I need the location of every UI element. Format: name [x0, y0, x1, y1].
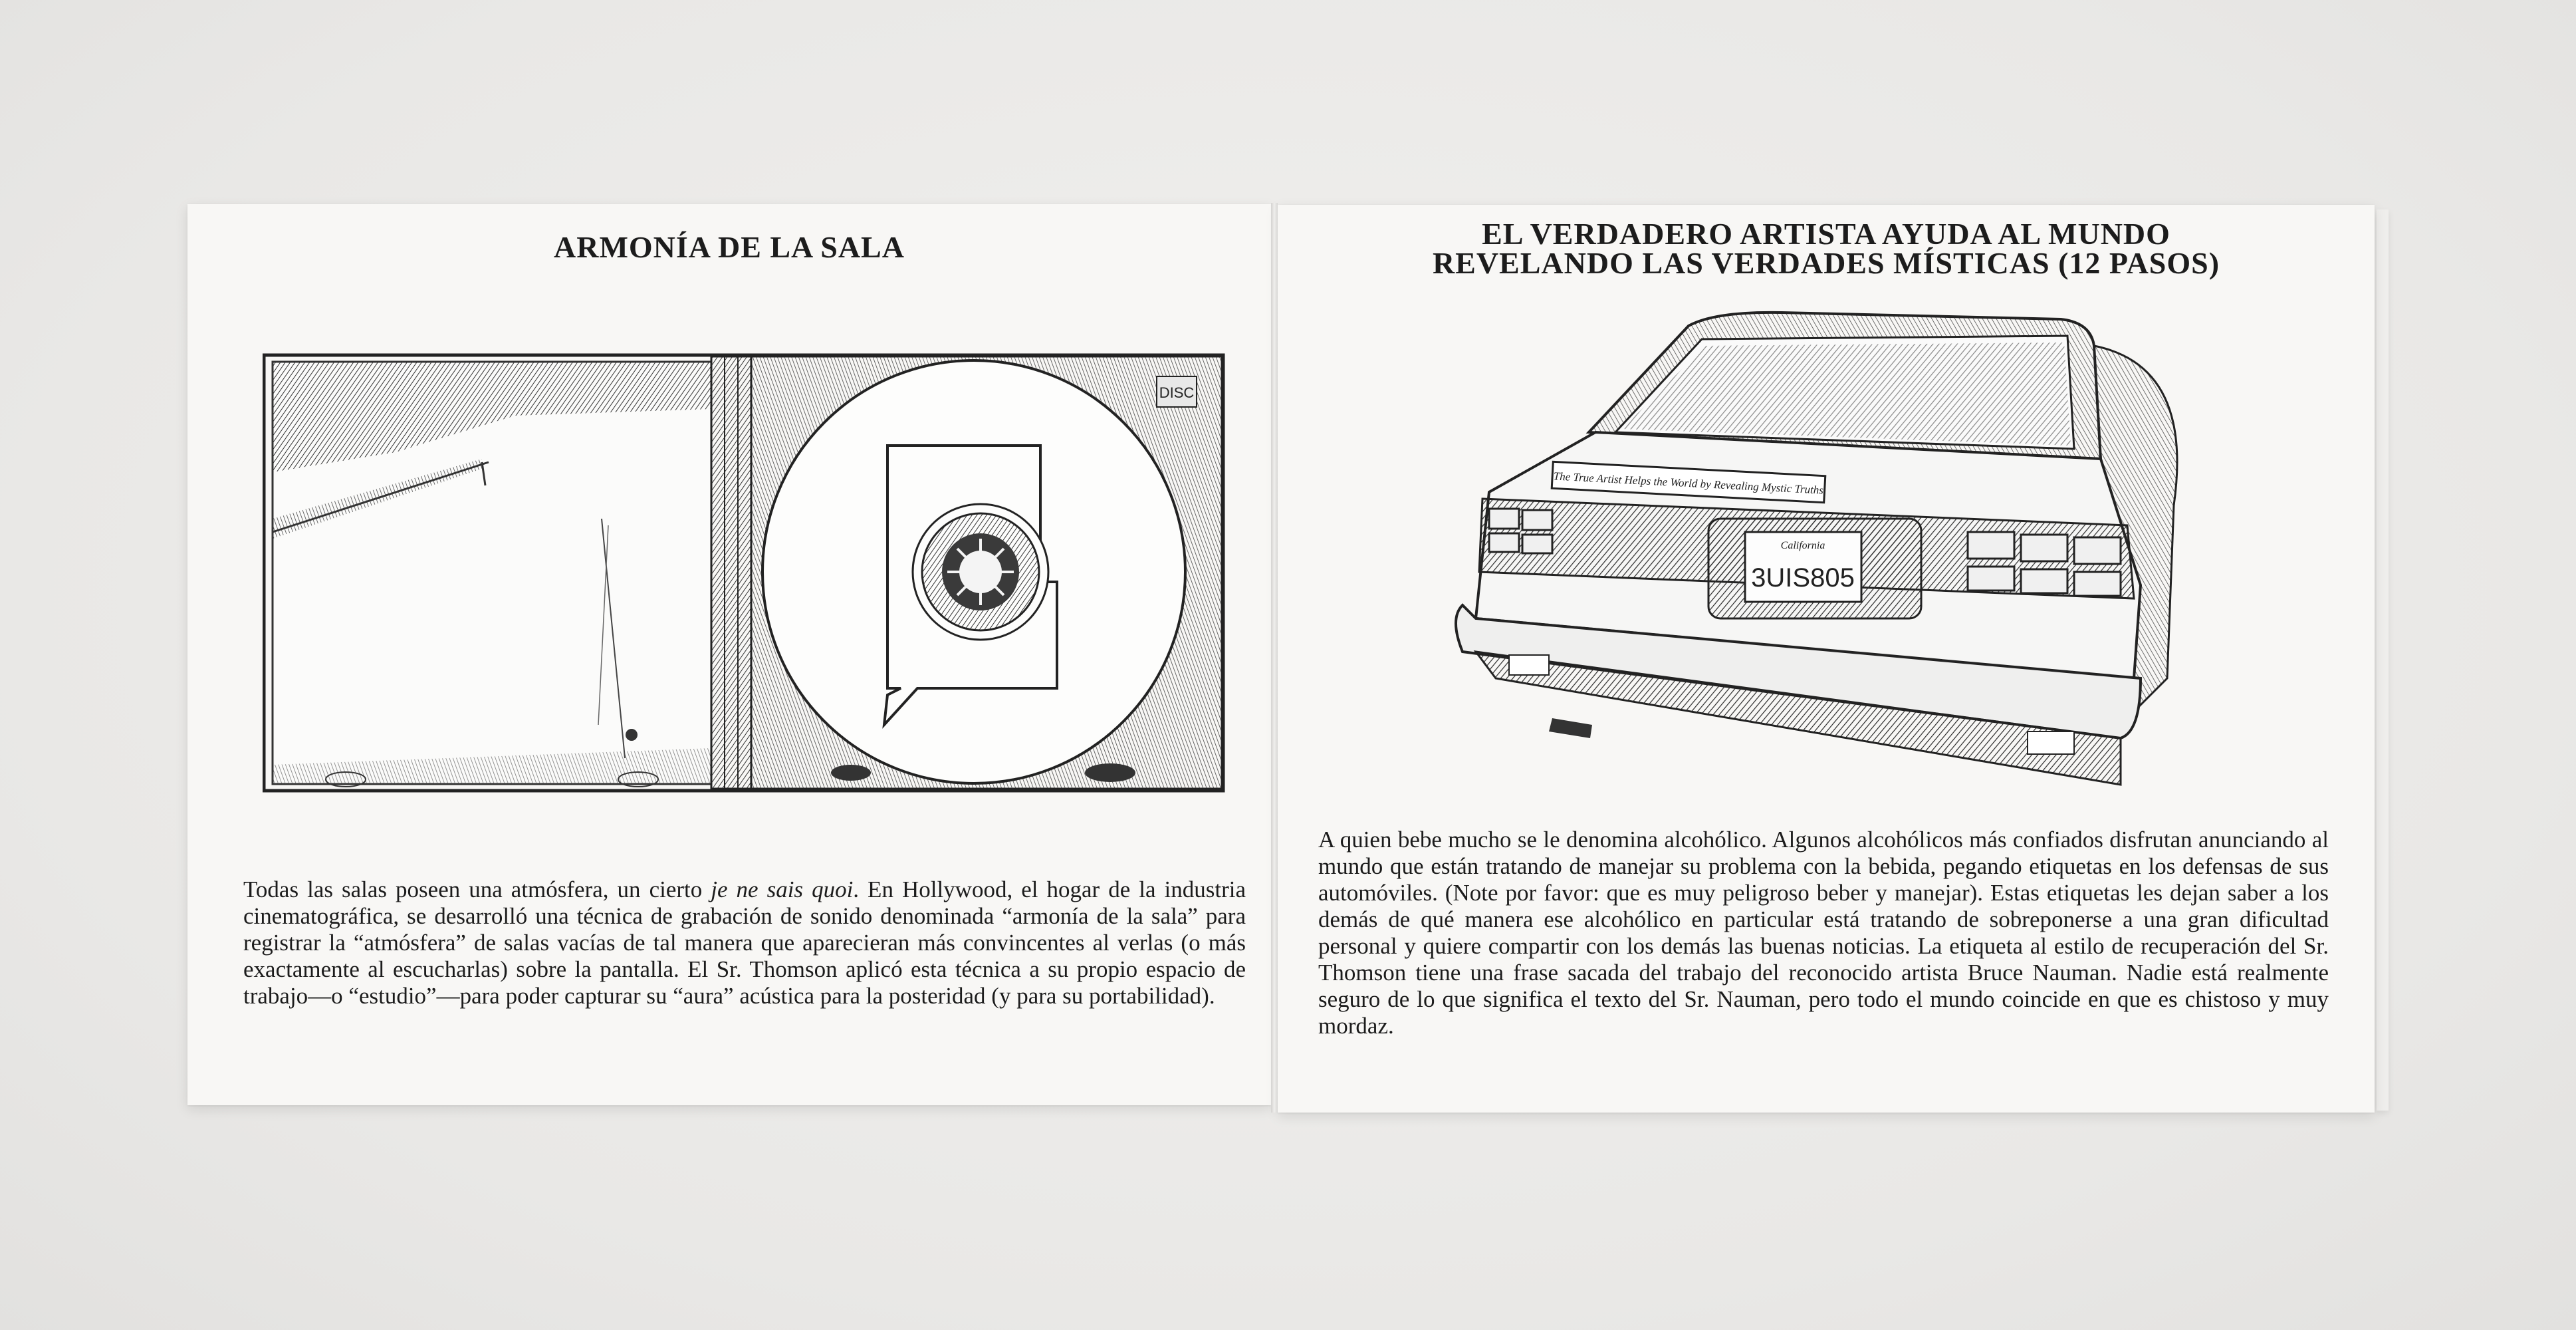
car-rear-illustration	[1436, 306, 2194, 825]
right-page-body: A quien bebe mucho se le denomina alcohólico. Algunos alcohólicos más confiados disfrutan anunciando al mundo que están tratando de manejar su problema con la bebida, pegando etiquetas en los defensas de sus automóviles. (Note por favor: que es muy peligroso beber y manejar). Estas etiquetas les dejan saber a los demás de qué manera ese alcohólico en particular está tratando de sobreponerse a una gran dificultad personal y quiere compartir con los demás las buenas noticias. La etiqueta al estilo de recuperación del Sr. Thomson tiene una frase sacada del trabajo del reconocido artista Bruce Nauman. Nadie está realmente seguro de lo que significa el texto del Sr. Nauman, pero todo el mundo coincide en que es chistoso y muy mordaz.	[1318, 827, 2329, 1039]
bumper-sticker-text: The True Artist Helps the World by Revealing Mystic Truths	[1553, 469, 1824, 497]
license-plate-number: 3UIS805	[1751, 563, 1855, 593]
left-body-segment-2: . En Hollywood, el hogar de la industria cinematográfica, se desarrolló una técnica de grabación de sonido denominada “armonía de la sala” para registrar la “atmósfera” de salas vacías de tal manera que aparecieran más convincentes al verlas (o más exactamente al escucharlas) sobre la pantalla. El Sr. Thomson aplicó esta técnica a su propio espacio de trabajo—o “estudio”—para poder capturar su “aura” acústica para la posteridad (y para su portabilidad).	[243, 876, 1246, 1009]
right-page-title	[1278, 219, 2375, 278]
booklet-spine	[1271, 203, 1278, 1113]
cd-case-illustration	[263, 352, 1227, 795]
right-title-line-2: REVELANDO LAS VERDADES MÍSTICAS (12 PASOS)	[1432, 246, 2220, 280]
left-page-title: ARMONÍA DE LA SALA	[554, 230, 905, 264]
license-plate-state: California	[1780, 540, 1825, 551]
left-body-segment-1: Todas las salas poseen una atmósfera, un cierto	[243, 876, 711, 902]
left-page-body	[243, 876, 1246, 1009]
disc-label: DISC	[1159, 384, 1195, 401]
right-title-line-1: EL VERDADERO ARTISTA AYUDA AL MUNDO	[1482, 217, 2170, 251]
right-page-edge	[2377, 209, 2389, 1111]
left-body-italic: je ne sais quoi	[711, 876, 854, 902]
